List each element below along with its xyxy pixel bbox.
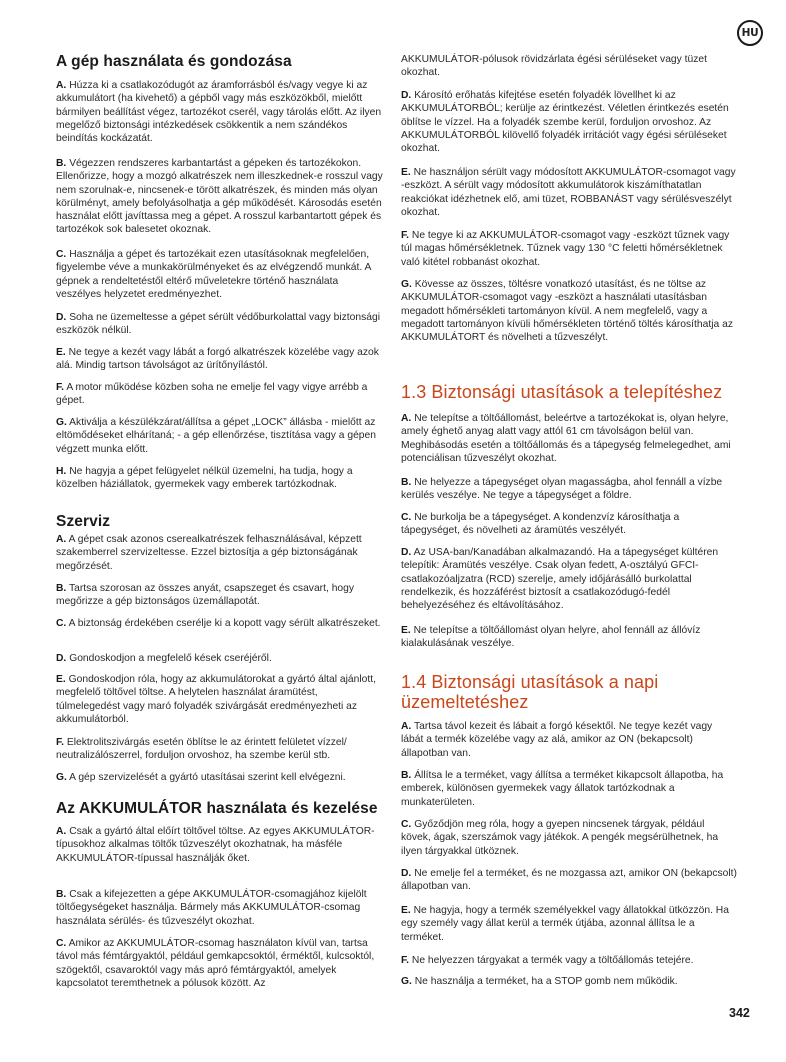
section-title-battery: Az AKKUMULÁTOR használata és kezelése xyxy=(56,800,378,817)
paragraph: B. Végezzen rendszeres karbantartást a gépeken és tartozékokon. Ellenőrizze, hogy a mozgó alkatrészek nem illeszkednek-e rosszul vagy nem szorulnak-e, nincsenek-e törött alkatrészek, és minden más olyan körülményt, amely befolyásolhatja a gép működését. Károsodás esetén használat előtt javíttassa meg a gépet. A rosszul karbantartott gépek és tartozékok sok balesetet okoznak. xyxy=(56,158,383,236)
paragraph: B. Ne helyezze a tápegységet olyan magasságba, ahol fennáll a vízbe kerülés veszélye. Ne tegye a tápegységet a földre. xyxy=(401,477,723,502)
paragraph: B. Tartsa szorosan az összes anyát, csapszeget és csavart, hogy megőrizze a gép biztonságos üzemállapotát. xyxy=(56,583,355,608)
section-title-service: Szerviz xyxy=(56,513,111,530)
paragraph: F. Ne tegye ki az AKKUMULÁTOR-csomagot vagy -eszközt tűznek vagy túl magas hőmérsékletnek. Tűznek vagy 130 °C feletti hőmérsékletnek való kitétel robbanást okozhat. xyxy=(401,230,730,268)
paragraph: B. Csak a kifejezetten a gépe AKKUMULÁTOR-csomagjához kijelölt töltőegységeket használja. Bármely más AKKUMULÁTOR-csomag használata sérülés- és tűzveszélyt okozhat. xyxy=(56,889,367,927)
paragraph-continued: AKKUMULÁTOR-pólusok rövidzárlata égési sérüléseket vagy tüzet okozhat. xyxy=(401,54,707,79)
paragraph: A. A gépet csak azonos cserealkatrészek felhasználásával, képzett szakemberrel szervizeltesse. Ezzel biztosítja a gép biztonságának megőrzését. xyxy=(56,534,362,572)
paragraph: F. Elektrolitszivárgás esetén öblítse le az érintett felületet vízzel/ neutralizálószerrel, forduljon orvoshoz, ha szembe kerül stb. xyxy=(56,737,347,762)
paragraph: C. A biztonság érdekében cserélje ki a kopott vagy sérült alkatrészeket. xyxy=(56,618,381,629)
paragraph: C. Amikor az AKKUMULÁTOR-csomag használaton kívül van, tartsa távol más fémtárgyaktól, például gemkapcsoktól, érméktől, kulcsoktól, szögektől, csavaroktól vagy más apró fémtárgyaktól, amelyek kapcsolatot teremthetnek a pólusok között. Az xyxy=(56,938,375,989)
paragraph: B. Állítsa le a terméket, vagy állítsa a terméket kikapcsolt állapotba, ha emberek, különösen gyermekek vagy állatok tartózkodnak a munkaterületen. xyxy=(401,770,724,808)
section-title-usage-care: A gép használata és gondozása xyxy=(56,53,292,70)
paragraph: G. Ne használja a terméket, ha a STOP gomb nem működik. xyxy=(401,976,678,987)
paragraph: G. Kövesse az összes, töltésre vonatkozó utasítást, és ne töltse az AKKUMULÁTOR-csomagot vagy -eszközt a használati utasításban megadott hőmérsékleti tartományon kívül. A nem megfelelő, vagy a megadott tartományon kívüli hőmérsékleten történő töltés károsíthatja az AKKUMULÁTORT és növelheti a tűzveszélyt. xyxy=(401,279,733,344)
paragraph: A. Tartsa távol kezeit és lábait a forgó késektől. Ne tegye kezét vagy lábát a termék közelébe vagy az alá, amikor az ON (bekapcsolt) állapotban van. xyxy=(401,721,713,759)
paragraph: E. Ne telepítse a töltőállomást olyan helyre, ahol fennáll az állóvíz kialakulásának veszélye. xyxy=(401,625,701,650)
paragraph: E. Ne hagyja, hogy a termék személyekkel vagy állatokkal ütközzön. Ha egy személy vagy állat kerül a termék útjába, azonnal állítsa le a terméket. xyxy=(401,905,729,943)
paragraph: D. Soha ne üzemeltesse a gépet sérült védőburkolattal vagy biztonsági eszközök nélkül. xyxy=(56,312,381,337)
paragraph: E. Ne tegye a kezét vagy lábát a forgó alkatrészek közelébe vagy azok alá. Mindig tartson távolságot az ürítőnyílástól. xyxy=(56,347,379,372)
paragraph: F. Ne helyezzen tárgyakat a termék vagy a töltőállomás tetejére. xyxy=(401,955,694,966)
paragraph: C. Győződjön meg róla, hogy a gyepen nincsenek tárgyak, például kövek, ágak, szerszámok vagy játékok. A pengék megsérülhetnek, ha ilyen tárgyakkal ütköznek. xyxy=(401,819,719,857)
paragraph: E. Gondoskodjon róla, hogy az akkumulátorokat a gyártó által ajánlott, megfelelő töltővel töltse. A helytelen használat áramütést, túlmelegedést vagy maró folyadék szivárgását eredményezheti az akkumulátorból. xyxy=(56,674,376,725)
page-number: 342 xyxy=(729,1006,750,1020)
paragraph: F. A motor működése közben soha ne emelje fel vagy vigye arrébb a gépet. xyxy=(56,382,368,407)
paragraph: G. Aktiválja a készülékzárat/állítsa a gépet „LOCK” állásba - mielőtt az eltömődéseket elhárítaná; - a gép ellenőrzése, tisztítása vagy a gépen végzett munka előtt. xyxy=(56,417,376,455)
section-title-line: 1.4 Biztonsági utasítások a napi xyxy=(401,672,659,692)
paragraph: D. Az USA-ban/Kanadában alkalmazandó. Ha a tápegységet kültéren telepítik: Áramütés veszélye. Csak olyan fedett, A-osztályú GFCI-csatlakozóaljzatra (RCD) szerelje, amely időjárásálló burkolattal rendelkezik, és hozzáférést biztosít a csatlakozódugó-fedél behelyezéséhez és eltávolításához. xyxy=(401,547,719,612)
paragraph: D. Ne emelje fel a terméket, és ne mozgassa azt, amikor ON (bekapcsolt) állapotban van. xyxy=(401,868,737,893)
language-badge: HU xyxy=(737,20,763,46)
paragraph: D. Károsító erőhatás kifejtése esetén folyadék lövellhet ki az AKKUMULÁTORBÓL; kerülje az érintkezést. Véletlen érintkezés esetén öblítse le vízzel. Ha a folyadék szembe kerül, forduljon orvoshoz. Az AKKUMULÁTORBÓL kilövellő folyadék irritációt vagy égési sérüléseket okozhat. xyxy=(401,90,729,155)
section-title-daily-operation xyxy=(401,672,658,712)
paragraph: A. Húzza ki a csatlakozódugót az áramforrásból és/vagy vegye ki az akkumulátort (ha kivehető) a gépből vagy más eszközökből, mielőtt bármilyen beállítást végez, tartozékot cserél, vagy tárolás előtt. Az ilyen megelőző biztonsági intézkedések csökkentik a nem szándékos beindítás kockázatát. xyxy=(56,80,382,145)
section-title-line: üzemeltetéshez xyxy=(401,692,529,712)
paragraph: E. Ne használjon sérült vagy módosított AKKUMULÁTOR-csomagot vagy -eszközt. A sérült vagy módosított akkumulátorok kiszámíthatatlan reakciókat idézhetnek elő, ami tüzet, ROBBANÁST vagy sérülésveszélyt okozhat. xyxy=(401,167,736,218)
paragraph: D. Gondoskodjon a megfelelő kések cseréjéről. xyxy=(56,653,272,664)
paragraph: C. Ne burkolja be a tápegységet. A kondenzvíz károsíthatja a tápegységet, és növelheti az áramütés veszélyét. xyxy=(401,512,680,537)
paragraph: A. Csak a gyártó által előírt töltővel töltse. Az egyes AKKUMULÁTOR-típusokhoz alkalmas töltők tűzveszélyt okozhatnak, ha másféle AKKUMULÁTOR-típussal használják őket. xyxy=(56,826,375,864)
section-title-installation: 1.3 Biztonsági utasítások a telepítéshez xyxy=(401,382,723,402)
paragraph: H. Ne hagyja a gépet felügyelet nélkül üzemelni, ha tudja, hogy a közelben háziállatok, gyermekek vagy emberek tartózkodnak. xyxy=(56,466,353,491)
paragraph: A. Ne telepítse a töltőállomást, beleértve a tartozékokat is, olyan helyre, amely éghető anyag alatt vagy attól 61 cm távolságon belül van. Meghibásodás esetén a töltőállomás és a tápegység felmelegedhet, ami potenciálisan tűzveszélyt okozhat. xyxy=(401,413,731,464)
paragraph: G. A gép szervizelését a gyártó utasításai szerint kell elvégezni. xyxy=(56,772,346,783)
paragraph: C. Használja a gépet és tartozékait ezen utasításoknak megfelelően, figyelembe véve a munkakörülményeket és az elvégzendő munkát. A gépnek a rendeltetéstől eltérő műveletekre történő használata veszélyes helyzetet eredményezhet. xyxy=(56,249,371,300)
